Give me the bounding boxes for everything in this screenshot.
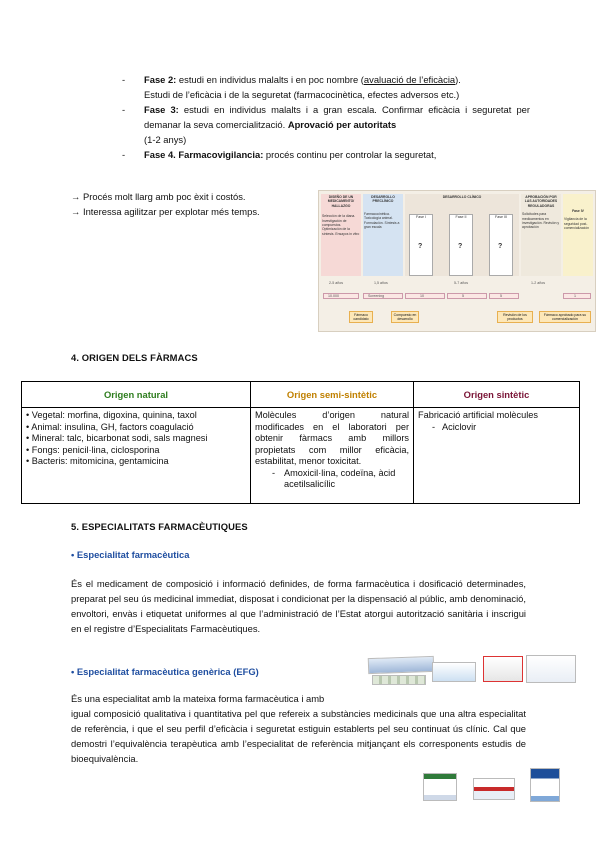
funnel-count: 5 — [462, 294, 464, 298]
phase-label: Fase I — [416, 215, 426, 219]
phase-3-approval: Aprovació per autoritats — [287, 119, 397, 130]
milestone-box: Fármaco aprobado para su comercialización — [539, 311, 591, 323]
figure-col-phase4 — [563, 194, 593, 276]
semi-text: Molècules d’origen natural modificades en el laboratori per obtenir fàrmacs amb millors propietats com millor eficàcia, estabilitat, menor toxicitat. — [255, 410, 409, 466]
sint-item-row — [418, 422, 575, 434]
phase-2-close: ). — [455, 74, 461, 85]
esp2-title: • Especialitat farmacèutica genèrica (EFG) — [71, 666, 259, 677]
figure-col-title: DESARROLLO PRECLÍNICO — [371, 195, 395, 204]
funnel-bar — [323, 293, 359, 299]
phase-2-line2: Estudi de l’eficàcia i de la seguretat (farmacocinètica, efectes adversos etc.) — [144, 89, 460, 100]
phase-2-text: estudi en individus malalts i en poc nombre ( — [176, 74, 364, 85]
milestone-box: Revisión de los productos — [497, 311, 533, 323]
funnel-count: 10.000 — [328, 294, 339, 298]
section-4-title: 4. ORIGEN DELS FÀRMACS — [71, 352, 198, 363]
phase-box — [409, 214, 433, 276]
figure-col-preclinical — [363, 194, 403, 276]
phase-label: Fase II — [455, 215, 467, 219]
natural-item: • Animal: insulina, GH, factors coagulació — [26, 421, 194, 432]
funnel-count: 1 — [574, 294, 576, 298]
milestone-box: Compuesto en desarrollo — [391, 311, 419, 323]
sint-item: Aciclovir — [442, 421, 477, 432]
origin-table — [21, 381, 580, 504]
phase-2-link[interactable]: avaluació de l’eficàcia — [363, 74, 456, 85]
phase-box — [489, 214, 513, 276]
natural-item: • Fongs: penicil·lina, ciclosporina — [26, 444, 160, 455]
bullet-dash: - — [122, 149, 126, 160]
natural-item: • Vegetal: morfina, digoxina, quinina, taxol — [26, 410, 197, 420]
figure-col-discovery — [321, 194, 361, 276]
blister-pack-image — [372, 675, 426, 685]
medicine-box-image — [368, 656, 435, 674]
phase-4-label: Fase 4. Farmacovigilancia: — [144, 149, 264, 160]
phase-3-line2: (1-2 anys) — [144, 134, 187, 145]
figure-col-text: Farmacocinética. Toxicología animal. Formulación. Síntesis a gran escala — [364, 211, 400, 230]
semi-item: Amoxicil·lina, codeïna, àcid acetilsalicílic — [284, 467, 396, 489]
esp1-title: • Especialitat farmacèutica — [71, 549, 190, 560]
figure-col-text: Selección de la diana. Investigación de compuestos. Optimización de la síntesis. Ensayos in vitro — [322, 214, 360, 236]
header-natural: Origen natural — [22, 382, 251, 408]
phase-2-label: Fase 2: — [144, 74, 177, 85]
medicine-box-image — [483, 656, 523, 682]
sint-dash: - — [432, 421, 436, 432]
medicine-box-image — [526, 655, 576, 683]
phase-4-text: procés continu per controlar la seguretat, — [263, 149, 437, 160]
cell-sint — [414, 408, 580, 504]
medicine-box-image — [530, 768, 560, 802]
section-5-title: 5. ESPECIALITATS FARMACÈUTIQUES — [71, 521, 248, 532]
esp2-text: igual composició qualitativa i quantitativa pel que refereix a substàncies medicinals que una altra especialitat de referència, i que el seu perfil d’eficàcia i seguretat estiguin establerts pel seu continuat ús clínic. Cal que demostri l’equivalència terapèutica amb l’especialitat de referència mitjançant els corresponents estudis de bioequivalència. — [71, 708, 526, 764]
funnel-bar — [447, 293, 487, 299]
cell-semi — [251, 408, 414, 504]
medicine-box-image — [473, 778, 515, 800]
arrow-note: → Interessa agilitzar per explotar més temps. — [71, 206, 260, 217]
esp1-text: És el medicament de composició i informació definides, de forma farmacèutica i dosificació determinades, preparat pel seu ús medicinal immediat, disposat i condicionat per la dispensació al públic, amb denominació, envoltori, envàs i etiquetat uniformes al que l’administració de l’Estat atorgui autorització sanitària i inscrigui en el registre d’Especialitats Farmacèutiques. — [71, 578, 526, 634]
figure-col-title: DISEÑO DE UN MEDICAMENTO/ HALLAZGO — [327, 195, 355, 208]
duration-label: 1,5 años — [374, 281, 388, 285]
medicine-box-image — [423, 773, 457, 801]
question-mark: ? — [458, 243, 463, 250]
figure-col-text: Solicitudes para medicamentos en investigación. Revisión y aprobación — [522, 212, 560, 230]
funnel-bar — [363, 293, 403, 299]
milestone-box: Fármaco candidato — [349, 311, 373, 323]
phase-label: Fase III — [495, 215, 507, 219]
funnel-count: 10 — [420, 294, 424, 298]
header-semi: Origen semi-sintètic — [251, 382, 414, 408]
figure-col-title: DESARROLLO CLÍNICO — [442, 195, 482, 199]
figure-col-approval — [521, 194, 561, 276]
sint-text: Fabricació artificial molècules — [418, 410, 538, 420]
question-mark: ? — [498, 243, 503, 250]
cell-natural — [22, 408, 251, 504]
funnel-count: 5 — [500, 294, 502, 298]
duration-label: 1-2 años — [531, 281, 545, 285]
bullet-dash: - — [122, 74, 126, 85]
phase-3-text: estudi en individus malalts i a gran escala. Confirmar eficàcia i seguretat per demanar la seva comercialització. — [144, 104, 530, 130]
funnel-bar — [405, 293, 445, 299]
figure-col-text: Vigilancia de la seguridad post-comercialización — [564, 217, 590, 231]
medicine-box-image — [432, 662, 476, 682]
figure-col-title: APROBACIÓN POR LAS AUTORIDADES REGULADORAS — [524, 195, 558, 208]
funnel-bar — [489, 293, 519, 299]
phase-3-label: Fase 3: — [144, 104, 179, 115]
question-mark: ? — [418, 243, 423, 250]
arrow-notes — [71, 189, 260, 219]
duration-label: 5-7 años — [454, 281, 468, 285]
semi-item-row — [255, 468, 409, 491]
drug-development-figure — [318, 190, 596, 332]
bullet-dash: - — [122, 104, 126, 115]
esp2-line1: És una especialitat amb la mateixa forma farmacèutica i amb — [71, 693, 325, 704]
natural-item: • Bacteris: mitomicina, gentamicina — [26, 456, 169, 466]
semi-dash: - — [272, 467, 276, 478]
figure-col-title: Fase IV — [572, 209, 584, 213]
phase-box — [449, 214, 473, 276]
arrow-note: → Procés molt llarg amb poc èxit i costós. — [71, 191, 246, 202]
natural-item: • Mineral: talc, bicarbonat sodi, sals magnesi — [26, 433, 208, 443]
duration-label: 2-5 años — [329, 281, 343, 285]
header-sint: Origen sintètic — [414, 382, 580, 408]
funnel-bar — [563, 293, 591, 299]
figure-col-clinical — [405, 194, 519, 276]
funnel-label: Screening — [368, 294, 385, 298]
